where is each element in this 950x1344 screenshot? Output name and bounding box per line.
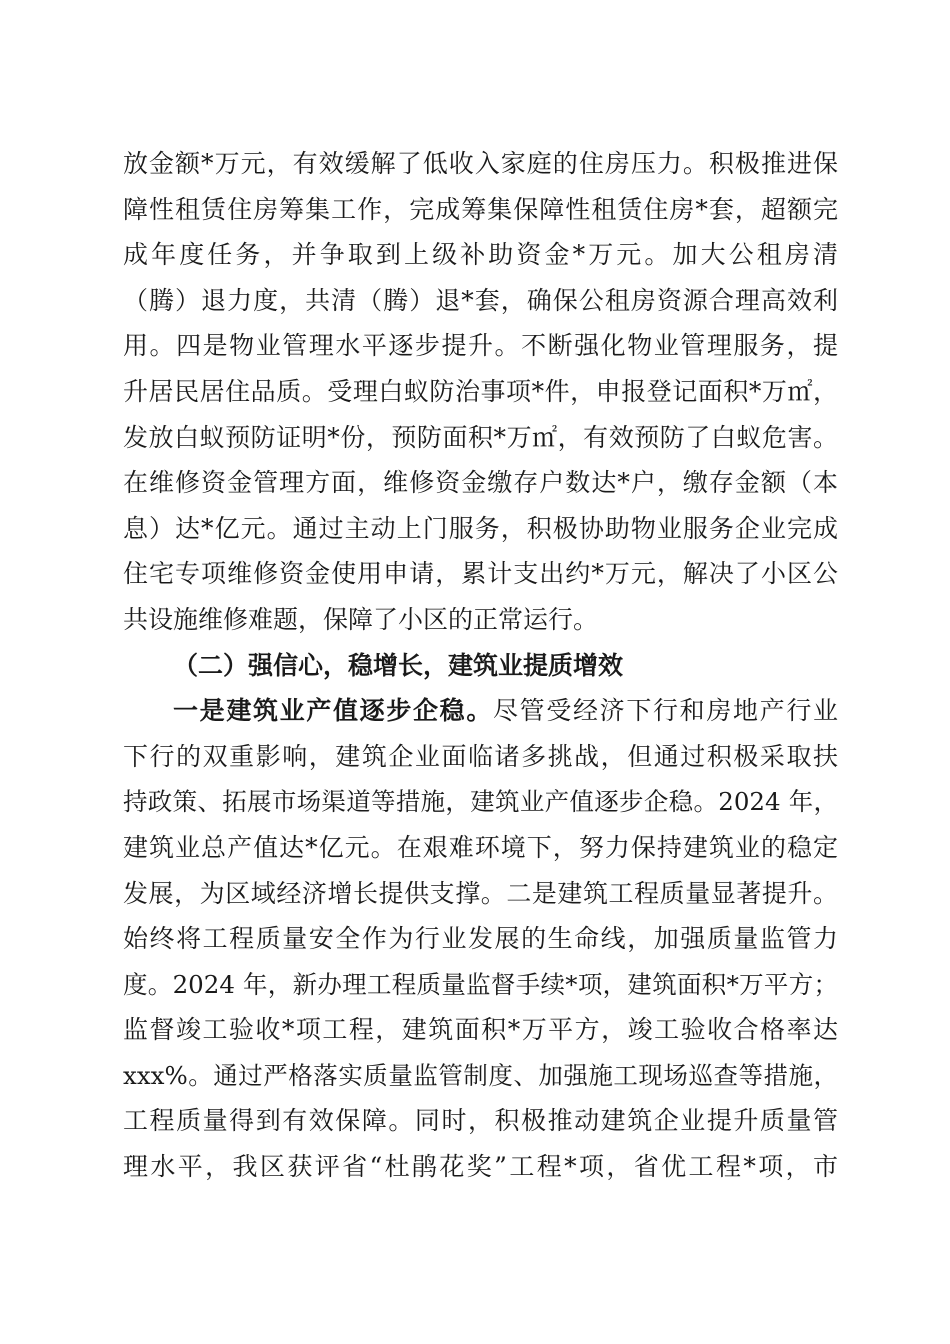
- text-line: 放金额*万元，有效缓解了低收入家庭的住房压力。积极推进保: [123, 149, 838, 178]
- paragraph-first-line: [123, 688, 838, 734]
- text-line: 工程质量得到有效保障。同时，积极推动建筑企业提升质量管: [123, 1106, 838, 1136]
- text-line: 监督竣工验收*项工程，建筑面积*万平方，竣工验收合格率达: [123, 1015, 838, 1045]
- text-line: 持政策、拓展市场渠道等措施，建筑业产值逐步企稳。2024 年，: [123, 787, 838, 817]
- text-line: 升居民居住品质。受理白蚁防治事项*件，申报登记面积*万㎡，: [123, 376, 838, 406]
- text-line: 建筑业总产值达*亿元。在艰难环境下，努力保持建筑业的稳定: [123, 832, 838, 862]
- section-heading: （二）强信心，稳增长，建筑业提质增效: [173, 650, 624, 680]
- paragraph-lead: 一是建筑业产值逐步企稳。: [173, 696, 493, 726]
- text-line: 度。2024 年，新办理工程质量监督手续*项，建筑面积*万平方；: [123, 969, 838, 999]
- text-line: 在维修资金管理方面，维修资金缴存户数达*户，缴存金额（本: [123, 468, 838, 498]
- text-line: 共设施维修难题，保障了小区的正常运行。: [123, 604, 599, 634]
- text-line: 用。四是物业管理水平逐步提升。不断强化物业管理服务，提: [123, 331, 838, 361]
- text-line: 成年度任务，并争取到上级补助资金*万元。加大公租房清: [123, 240, 838, 270]
- text-line: 住宅专项维修资金使用申请，累计支出约*万元，解决了小区公: [123, 559, 838, 589]
- text-line: xxx%。通过严格落实质量监管制度、加强施工现场巡查等措施，: [123, 1060, 838, 1090]
- text-line: 发展，为区域经济增长提供支撑。二是建筑工程质量显著提升。: [123, 878, 838, 908]
- text-line: 始终将工程质量安全作为行业发展的生命线，加强质量监管力: [123, 924, 838, 954]
- text-line: （腾）退力度，共清（腾）退*套，确保公租房资源合理高效利: [123, 285, 838, 315]
- text-line: 下行的双重影响，建筑企业面临诸多挑战，但通过积极采取扶: [123, 741, 838, 771]
- text-line: 障性租赁住房筹集工作，完成筹集保障性租赁住房*套，超额完: [123, 194, 838, 224]
- text-line: 息）达*亿元。通过主动上门服务，积极协助物业服务企业完成: [123, 513, 838, 543]
- body-text: [123, 141, 838, 1190]
- paragraph-first-line-rest: 尽管受经济下行和房地产行业: [493, 696, 838, 726]
- text-line: 理水平，我区获评省“杜鹃花奖”工程*项，省优工程*项，市: [123, 1152, 838, 1182]
- text-line: 发放白蚁预防证明*份，预防面积*万㎡，有效预防了白蚁危害。: [123, 422, 838, 452]
